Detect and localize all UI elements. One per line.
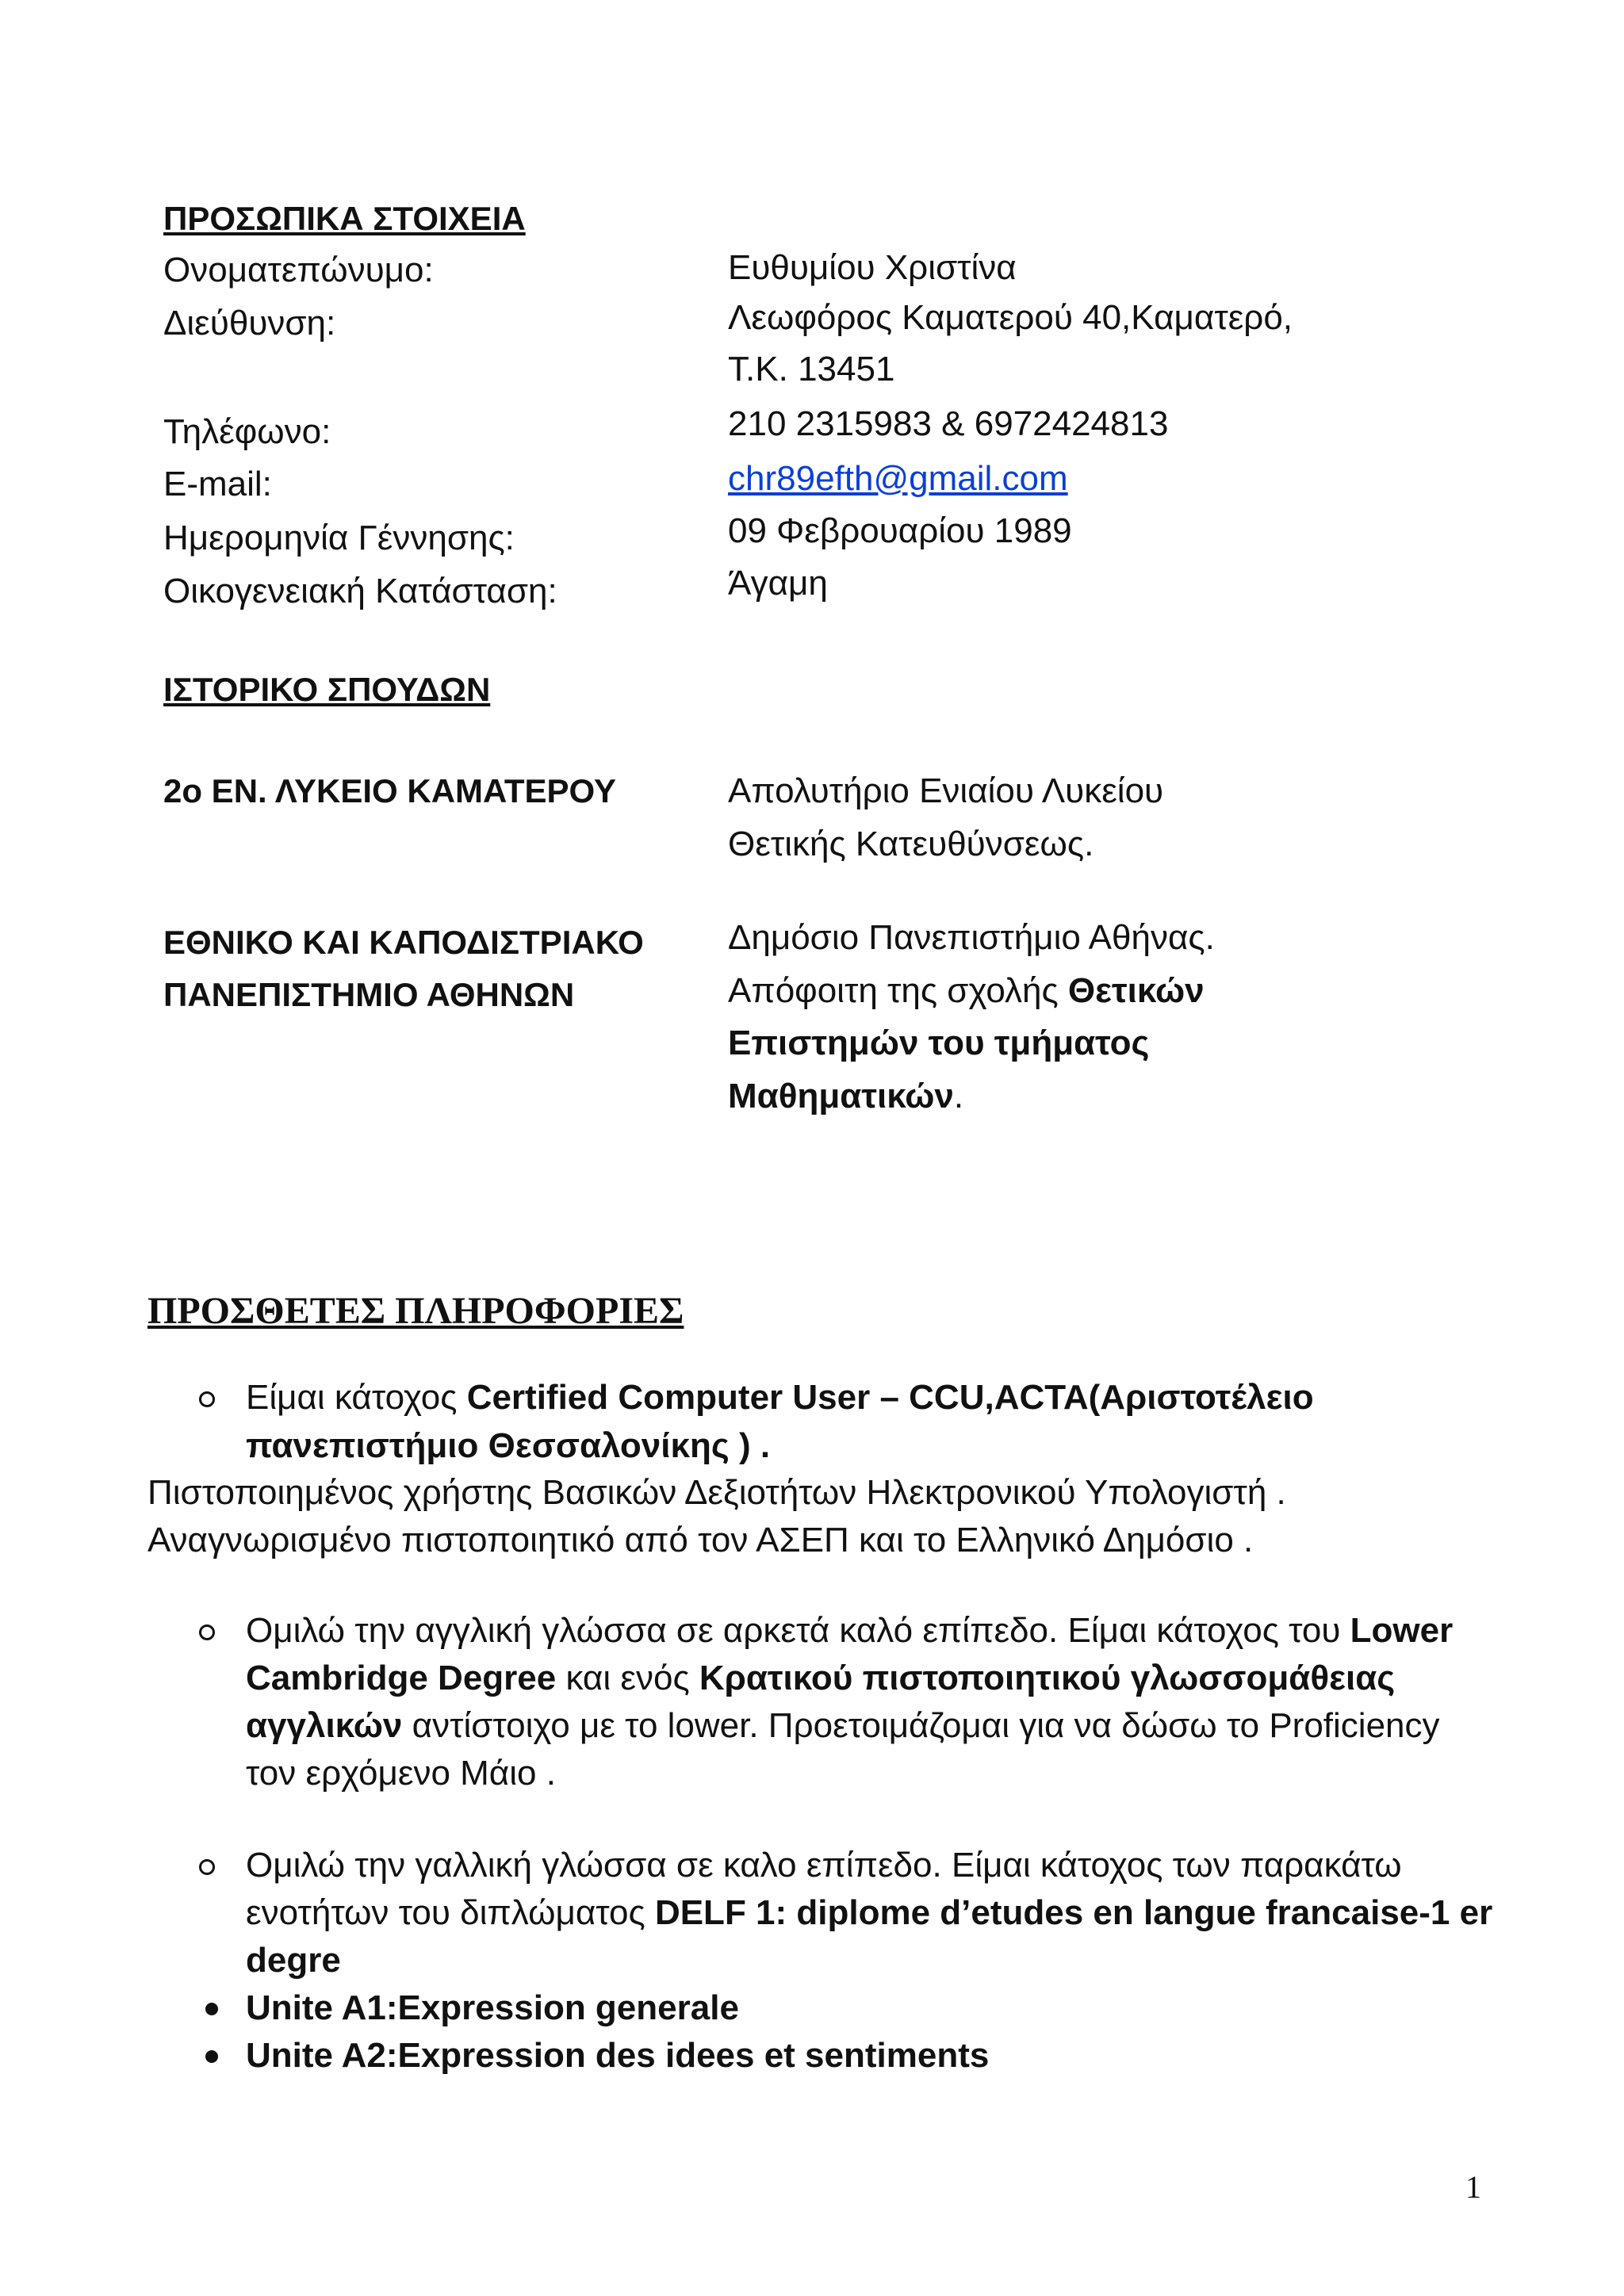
name-label: Ονοματεπώνυμο: xyxy=(163,251,434,289)
school-2-line-2-text: Απόφοιτη της σχολής xyxy=(728,971,1068,1010)
additional-item-2-line-4: τον ερχόμενο Μάιο . xyxy=(246,1754,556,1793)
additional-item-2-line-3 xyxy=(246,1700,1440,1752)
school-2-name-line-2: ΠΑΝΕΠΙΣΤΗΜΙΟ ΑΘΗΝΩΝ xyxy=(163,976,575,1013)
additional-item-1-text: Είμαι κάτοχος xyxy=(246,1378,467,1417)
additional-item-1-line-1 xyxy=(246,1372,1314,1424)
section-heading-personal: ΠΡΟΣΩΠΙΚΑ ΣΤΟΙΧΕΙΑ xyxy=(163,200,526,237)
school-2-line-2-bold: Θετικών xyxy=(1067,971,1205,1010)
additional-item-3-line-2-bold: DELF 1: diplome d’etudes en langue francaise-1 er xyxy=(654,1893,1493,1932)
bullet-dot-icon xyxy=(205,2003,218,2015)
school-2-line-4-text: . xyxy=(953,1077,964,1115)
school-2-line-4 xyxy=(728,1070,963,1123)
additional-item-3-line-1: Ομιλώ την γαλλική γλώσσα σε καλο επίπεδο. Είμαι κάτοχος των παρακάτω xyxy=(246,1846,1402,1885)
status-value: Άγαμη xyxy=(728,564,828,603)
additional-item-1-bold: Certified Computer User – CCU,ACTA(Αριστοτέλειο xyxy=(466,1378,1314,1417)
additional-item-2-line-2-text: και ενός xyxy=(556,1659,699,1697)
phone-value: 210 2315983 & 6972424813 xyxy=(728,404,1169,443)
additional-item-2-line-2 xyxy=(246,1652,1395,1705)
bullet-dot-icon xyxy=(205,2050,218,2063)
school-1-line-2: Θετικής Κατευθύνσεως. xyxy=(728,825,1094,863)
circle-bullet-icon xyxy=(199,1859,215,1875)
circle-bullet-icon xyxy=(199,1624,215,1640)
email-link[interactable]: chr89efth@gmail.com xyxy=(728,459,1068,498)
additional-item-1-note-1: Πιστοποιημένος χρήστης Βασικών Δεξιοτήτων Ηλεκτρονικού Υπολογιστή . xyxy=(147,1473,1286,1512)
school-2-line-3: Επιστημών του τμήματος xyxy=(728,1024,1150,1062)
school-2-line-2 xyxy=(728,965,1205,1017)
list-item-unite-a2: Unite A2:Expression des idees et sentiments xyxy=(246,2036,990,2075)
school-2-line-1: Δημόσιο Πανεπιστήμιο Αθήνας. xyxy=(728,918,1215,957)
circle-bullet-icon xyxy=(199,1391,215,1407)
additional-item-2-text: Ομιλώ την αγγλική γλώσσα σε αρκετά καλό επίπεδο. Είμαι κάτοχος του xyxy=(246,1611,1350,1650)
section-heading-education: ΙΣΤΟΡΙΚΟ ΣΠΟΥΔΩΝ xyxy=(163,671,491,708)
additional-item-2-line-2-bold-b: Κρατικού πιστοποιητικού γλωσσομάθειας xyxy=(699,1659,1396,1697)
birth-label: Ημερομηνία Γέννησης: xyxy=(163,519,515,557)
school-2-line-4-bold: Μαθηματικών xyxy=(728,1077,954,1115)
additional-item-1-line-2: πανεπιστήμιο Θεσσαλονίκης ) . xyxy=(246,1426,771,1465)
additional-item-2-line-1 xyxy=(246,1605,1453,1657)
additional-item-3-line-2-text: ενοτήτων του διπλώματος xyxy=(246,1893,655,1932)
school-2-name-line-1: ΕΘΝΙΚΟ ΚΑΙ ΚΑΠΟΔΙΣΤΡΙΑΚΟ xyxy=(163,924,644,961)
status-label: Οικογενειακή Κατάσταση: xyxy=(163,572,557,610)
additional-item-2-line-3-text: αντίστοιχο με το lower. Προετοιμάζομαι για να δώσω το Proficiency xyxy=(402,1706,1440,1745)
address-line-2: Τ.Κ. 13451 xyxy=(728,350,895,388)
school-1-line-1: Απολυτήριο Ενιαίου Λυκείου xyxy=(728,771,1164,810)
additional-item-3-line-2 xyxy=(246,1887,1492,1939)
section-heading-additional: ΠΡΟΣΘΕΤΕΣ ΠΛΗΡΟΦΟΡΙΕΣ xyxy=(147,1290,684,1332)
additional-item-1-note-2: Αναγνωρισμένο πιστοποιητικό από τον ΑΣΕΠ και το Ελληνικό Δημόσιο . xyxy=(147,1521,1254,1559)
list-item-unite-a1: Unite A1:Expression generale xyxy=(246,1988,739,2027)
additional-item-2-line-3-bold: αγγλικών xyxy=(246,1706,403,1745)
page-number: 1 xyxy=(1465,2169,1481,2205)
email-label: E-mail: xyxy=(163,465,272,503)
birth-value: 09 Φεβρουαρίου 1989 xyxy=(728,511,1072,550)
address-label: Διεύθυνση: xyxy=(163,304,336,342)
address-line-1: Λεωφόρος Καματερού 40,Καματερό, xyxy=(728,298,1293,337)
name-value: Ευθυμίου Χριστίνα xyxy=(728,248,1017,287)
additional-item-2-bold: Lower xyxy=(1350,1611,1454,1650)
phone-label: Τηλέφωνο: xyxy=(163,412,331,451)
additional-item-3-line-3: degre xyxy=(246,1941,341,1980)
additional-item-2-line-2-bold-a: Cambridge Degree xyxy=(246,1659,557,1697)
school-1-name: 2ο ΕΝ. ΛΥΚΕΙΟ ΚΑΜΑΤΕΡΟΥ xyxy=(163,772,617,809)
